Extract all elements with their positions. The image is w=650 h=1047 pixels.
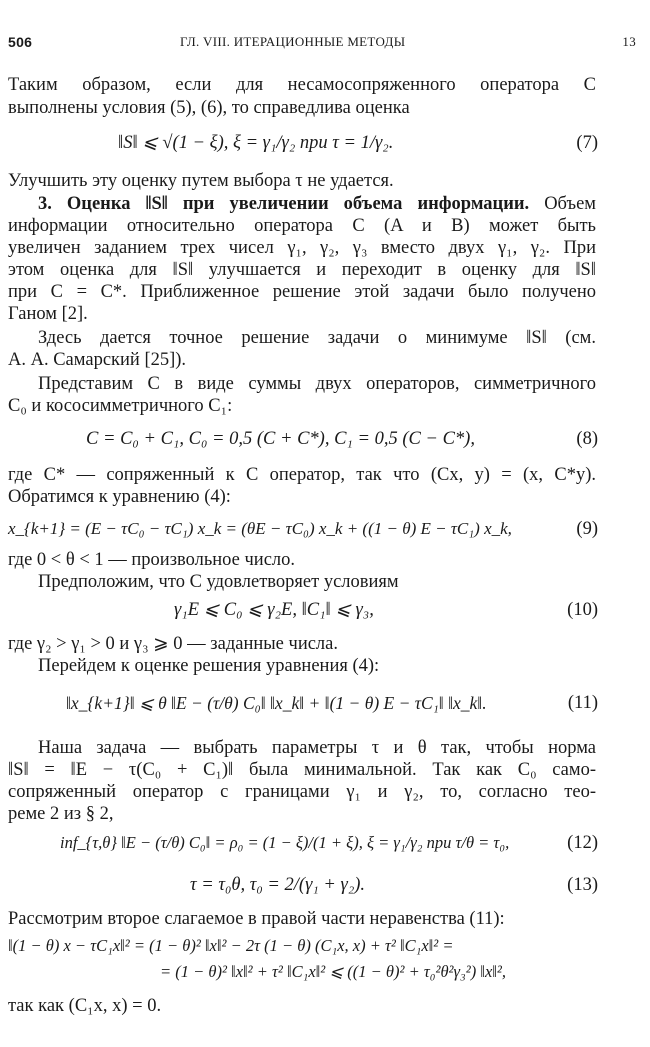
- section-number: 13: [622, 34, 636, 49]
- equation-10: γ₁E ⩽ C₀ ⩽ γ₂E, ‖C₁‖ ⩽ γ₃,: [174, 600, 374, 620]
- running-header: [8, 34, 636, 54]
- text-line: Перейдем к оценке решения уравнения (4):: [38, 656, 380, 676]
- text-line: при C = C*. Приближенное решение этой задачи было получено: [8, 282, 596, 302]
- text-line: реме 2 из § 2,: [8, 804, 114, 824]
- equation-14-line-2: = (1 − θ)² ‖x‖² + τ² ‖C₁x‖² ⩽ ((1 − θ)² + τ₀²θ²γ₃²) ‖x‖²,: [160, 962, 506, 981]
- text-line: Рассмотрим второе слагаемое в правой части неравенства (11):: [8, 909, 505, 929]
- text-line: Улучшить эту оценку путем выбора τ не удается.: [8, 171, 394, 191]
- equation-number: (9): [576, 519, 598, 539]
- equation-12: inf_{τ,θ} ‖E − (τ/θ) C₀‖ = ρ₀ = (1 − ξ)/(1 + ξ), ξ = γ₁/γ₂ при τ/θ = τ₀,: [60, 833, 510, 852]
- equation-number: (8): [576, 429, 598, 449]
- text-line: Представим C в виде суммы двух операторов, симметричного: [38, 374, 596, 394]
- text-line: Здесь дается точное решение задачи о минимуме ‖S‖ (см.: [38, 328, 596, 348]
- text-line: где C* — сопряженный к C оператор, так что (Cx, y) = (x, C*y).: [8, 465, 596, 485]
- text-line: Обратимся к уравнению (4):: [8, 487, 231, 507]
- text-line: этом оценка для ‖S‖ улучшается и переходит в оценку для ‖S‖: [8, 260, 596, 280]
- equation-7: ‖S‖ ⩽ √(1 − ξ), ξ = γ₁/γ₂ при τ = 1/γ₂.: [118, 133, 394, 153]
- text-line: ‖S‖ = ‖E − τ(C₀ + C₁)‖ была минимальной. Так как C₀ само-: [8, 760, 596, 780]
- text-line: выполнены условия (5), (6), то справедлива оценка: [8, 98, 410, 118]
- equation-9: x_{k+1} = (E − τC₀ − τC₁) x_k = (θE − τC₀) x_k + ((1 − θ) E − τC₁) x_k,: [8, 519, 512, 538]
- equation-number: (7): [576, 133, 598, 153]
- section-heading-line: [38, 193, 596, 215]
- equation-number: (10): [567, 600, 598, 620]
- text-line: где 0 < θ < 1 — произвольное число.: [8, 550, 296, 570]
- text-line: Предположим, что C удовлетворяет условиям: [38, 572, 399, 592]
- page-number: 506: [8, 34, 33, 50]
- text-line: так как (C₁x, x) = 0.: [8, 996, 162, 1016]
- text-line: Наша задача — выбрать параметры τ и θ так, чтобы норма: [38, 738, 596, 758]
- equation-number: (13): [567, 875, 598, 895]
- text-line: где γ₂ > γ₁ > 0 и γ₃ ⩾ 0 — заданные числа.: [8, 634, 339, 654]
- text-line: Таким образом, если для несамосопряженного оператора C: [8, 75, 596, 95]
- text-line: увеличен заданием трех чисел γ₁, γ₂, γ₃ вместо двух γ₁, γ₂. При: [8, 238, 596, 258]
- text-line: C₀ и кососимметричного C₁:: [8, 396, 233, 416]
- text-line: сопряженный оператор с границами γ₁ и γ₂, то, согласно тео-: [8, 782, 596, 802]
- text-line: А. А. Самарский [25]).: [8, 350, 187, 370]
- equation-13: τ = τ₀θ, τ₀ = 2/(γ₁ + γ₂).: [190, 875, 366, 895]
- heading-continuation: Объем: [529, 194, 596, 214]
- equation-11: ‖x_{k+1}‖ ⩽ θ ‖E − (τ/θ) C₀‖ ‖x_k‖ + ‖(1 − θ) E − τC₁‖ ‖x_k‖.: [66, 693, 487, 713]
- equation-number: (12): [567, 833, 598, 853]
- chapter-title: ГЛ. VIII. ИТЕРАЦИОННЫЕ МЕТОДЫ: [180, 34, 406, 49]
- equation-8: C = C₀ + C₁, C₀ = 0,5 (C + C*), C₁ = 0,5 (C − C*),: [86, 429, 475, 449]
- equation-number: (11): [567, 693, 598, 713]
- equation-14-line-1: ‖(1 − θ) x − τC₁x‖² = (1 − θ)² ‖x‖² − 2τ (1 − θ) (C₁x, x) + τ² ‖C₁x‖² =: [8, 936, 454, 955]
- text-line: информации относительно оператора C (A и B) может быть: [8, 216, 596, 236]
- text-line: Ганом [2].: [8, 304, 88, 324]
- section-heading: 3. Оценка ‖S‖ при увеличении объема информации.: [38, 194, 530, 214]
